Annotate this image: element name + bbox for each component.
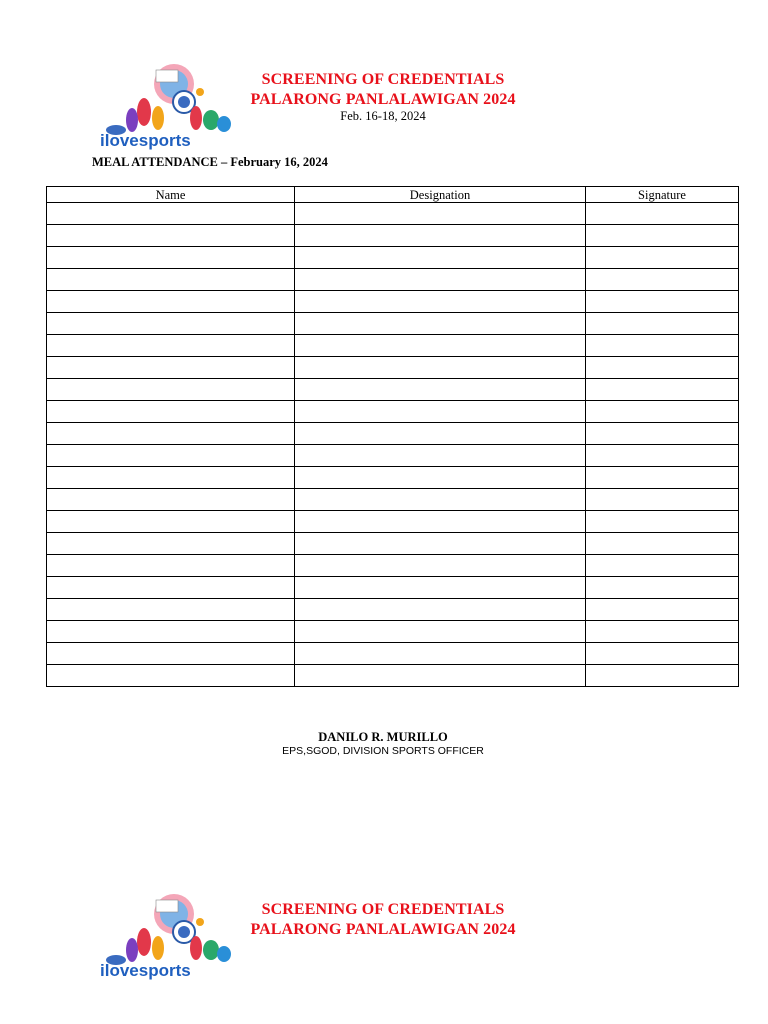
table-row — [47, 555, 739, 577]
cell-name[interactable] — [47, 291, 295, 313]
cell-signature[interactable] — [586, 577, 739, 599]
table-header-row — [47, 187, 739, 203]
cell-name[interactable] — [47, 555, 295, 577]
cell-signature[interactable] — [586, 247, 739, 269]
title-line-1: SCREENING OF CREDENTIALS — [261, 71, 505, 88]
cell-designation[interactable] — [295, 555, 586, 577]
table-row — [47, 247, 739, 269]
table-row — [47, 665, 739, 687]
cell-signature[interactable] — [586, 511, 739, 533]
cell-designation[interactable] — [295, 335, 586, 357]
cell-name[interactable] — [47, 621, 295, 643]
table-row — [47, 511, 739, 533]
cell-name[interactable] — [47, 247, 295, 269]
cell-name[interactable] — [47, 467, 295, 489]
cell-name[interactable] — [47, 335, 295, 357]
cell-designation[interactable] — [295, 269, 586, 291]
cell-designation[interactable] — [295, 423, 586, 445]
footer-title-line-2: PALARONG PANLALAWIGAN 2024 — [250, 921, 516, 938]
svg-text:ilovesports: ilovesports — [100, 131, 191, 150]
cell-designation[interactable] — [295, 401, 586, 423]
table-row — [47, 313, 739, 335]
table-row — [47, 643, 739, 665]
cell-signature[interactable] — [586, 357, 739, 379]
attendance-table-body — [47, 203, 739, 687]
cell-designation[interactable] — [295, 599, 586, 621]
cell-signature[interactable] — [586, 291, 739, 313]
cell-name[interactable] — [47, 533, 295, 555]
cell-name[interactable] — [47, 225, 295, 247]
cell-signature[interactable] — [586, 269, 739, 291]
cell-signature[interactable] — [586, 489, 739, 511]
cell-name[interactable] — [47, 665, 295, 687]
footer-header-title — [200, 900, 566, 940]
table-row — [47, 269, 739, 291]
cell-signature[interactable] — [586, 665, 739, 687]
cell-name[interactable] — [47, 599, 295, 621]
cell-designation[interactable] — [295, 533, 586, 555]
table-row — [47, 533, 739, 555]
cell-signature[interactable] — [586, 555, 739, 577]
column-header-signature: Signature — [586, 187, 739, 203]
cell-signature[interactable] — [586, 423, 739, 445]
cell-designation[interactable] — [295, 379, 586, 401]
cell-designation[interactable] — [295, 291, 586, 313]
cell-designation[interactable] — [295, 665, 586, 687]
cell-name[interactable] — [47, 401, 295, 423]
title-line-2: PALARONG PANLALAWIGAN 2024 — [250, 91, 516, 108]
table-row — [47, 599, 739, 621]
cell-name[interactable] — [47, 445, 295, 467]
cell-designation[interactable] — [295, 577, 586, 599]
cell-signature[interactable] — [586, 621, 739, 643]
table-row — [47, 203, 739, 225]
header-title — [200, 70, 566, 124]
cell-name[interactable] — [47, 423, 295, 445]
cell-signature[interactable] — [586, 379, 739, 401]
cell-designation[interactable] — [295, 445, 586, 467]
table-row — [47, 225, 739, 247]
event-date: Feb. 16-18, 2024 — [340, 109, 426, 123]
cell-name[interactable] — [47, 511, 295, 533]
cell-name[interactable] — [47, 489, 295, 511]
cell-signature[interactable] — [586, 643, 739, 665]
cell-designation[interactable] — [295, 467, 586, 489]
cell-name[interactable] — [47, 577, 295, 599]
cell-signature[interactable] — [586, 225, 739, 247]
cell-designation[interactable] — [295, 357, 586, 379]
signatory-block — [150, 730, 616, 758]
table-row — [47, 577, 739, 599]
table-row — [47, 379, 739, 401]
cell-designation[interactable] — [295, 225, 586, 247]
column-header-name: Name — [47, 187, 295, 203]
table-row — [47, 467, 739, 489]
table-row — [47, 445, 739, 467]
cell-signature[interactable] — [586, 401, 739, 423]
table-row — [47, 423, 739, 445]
table-row — [47, 401, 739, 423]
cell-name[interactable] — [47, 203, 295, 225]
cell-designation[interactable] — [295, 643, 586, 665]
cell-signature[interactable] — [586, 533, 739, 555]
signatory-title: EPS,SGOD, DIVISION SPORTS OFFICER — [282, 745, 484, 757]
cell-signature[interactable] — [586, 445, 739, 467]
cell-name[interactable] — [47, 379, 295, 401]
signatory-name: DANILO R. MURILLO — [318, 730, 448, 744]
cell-name[interactable] — [47, 357, 295, 379]
cell-signature[interactable] — [586, 313, 739, 335]
cell-signature[interactable] — [586, 467, 739, 489]
meal-attendance-heading: MEAL ATTENDANCE – February 16, 2024 — [92, 155, 328, 169]
cell-designation[interactable] — [295, 247, 586, 269]
cell-designation[interactable] — [295, 313, 586, 335]
cell-name[interactable] — [47, 643, 295, 665]
cell-designation[interactable] — [295, 203, 586, 225]
cell-name[interactable] — [47, 313, 295, 335]
table-row — [47, 357, 739, 379]
cell-designation[interactable] — [295, 621, 586, 643]
column-header-designation: Designation — [295, 187, 586, 203]
table-row — [47, 291, 739, 313]
attendance-table — [46, 186, 739, 687]
footer-title-line-1: SCREENING OF CREDENTIALS — [261, 901, 505, 918]
table-row — [47, 489, 739, 511]
cell-signature[interactable] — [586, 335, 739, 357]
cell-designation[interactable] — [295, 511, 586, 533]
table-row — [47, 621, 739, 643]
svg-text:ilovesports: ilovesports — [100, 961, 191, 980]
table-row — [47, 335, 739, 357]
cell-name[interactable] — [47, 269, 295, 291]
cell-signature[interactable] — [586, 203, 739, 225]
cell-designation[interactable] — [295, 489, 586, 511]
cell-signature[interactable] — [586, 599, 739, 621]
